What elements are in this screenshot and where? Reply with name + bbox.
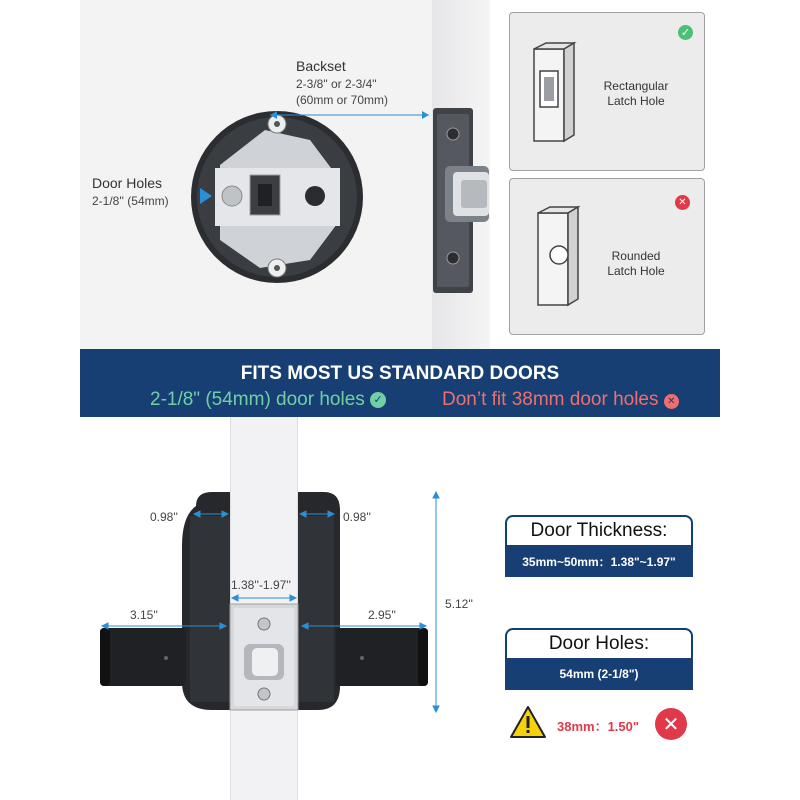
door-thickness-value: 35mm~50mm：1.38"~1.97" — [505, 545, 693, 577]
cross-icon: ✕ — [655, 708, 687, 740]
banner-not-fit-text — [442, 389, 679, 411]
backset-metric: (60mm or 70mm) — [296, 93, 389, 107]
thickness-range-label: 1.38''-1.97'' — [231, 578, 291, 592]
door-holes-spec-title: Door Holes: — [505, 628, 693, 658]
door-hole-illustration — [190, 110, 365, 285]
latch-option-label — [550, 249, 722, 279]
latch-option-label — [550, 79, 722, 109]
left-depth-label: 0.98'' — [150, 510, 178, 524]
banner-title: FITS MOST US STANDARD DOORS — [240, 363, 560, 384]
latch-option-card — [509, 12, 705, 171]
door-holes-spec-value: 54mm (2-1/8") — [505, 658, 693, 690]
latch-option-card — [509, 178, 705, 335]
cross-icon: ✕ — [675, 195, 690, 210]
door-thickness-title: Door Thickness: — [505, 515, 693, 545]
backset-title: Backset — [296, 58, 346, 74]
banner-not-fit-label: Don’t fit 38mm door holes — [442, 389, 659, 410]
banner-fits-text — [150, 389, 386, 411]
latch-option-label-line2: Latch Hole — [607, 94, 665, 108]
latch-option-label-line1: Rounded — [611, 249, 661, 263]
left-handle-label: 3.15'' — [130, 608, 158, 622]
check-icon: ✓ — [370, 392, 386, 408]
backset-imperial: 2-3/8" or 2-3/4" — [296, 77, 377, 91]
right-handle-label: 2.95'' — [368, 608, 396, 622]
door-holes-value: 2-1/8'' (54mm) — [92, 194, 169, 208]
height-label: 5.12'' — [445, 597, 473, 611]
warning-text: 38mm：1.50" — [557, 719, 640, 734]
latch-option-label-line2: Latch Hole — [607, 264, 665, 278]
latch-option-label-line1: Rectangular — [603, 79, 669, 93]
right-depth-label: 0.98'' — [343, 510, 371, 524]
check-icon: ✓ — [678, 25, 693, 40]
fit-banner — [80, 349, 720, 417]
door-holes-title: Door Holes — [92, 175, 163, 191]
backset-dimension-arrow — [262, 108, 437, 122]
latch-plate-side — [433, 108, 493, 293]
cross-icon: ✕ — [664, 394, 679, 409]
banner-fits-label: 2-1/8" (54mm) door holes — [150, 389, 365, 410]
warning-icon — [509, 705, 547, 739]
